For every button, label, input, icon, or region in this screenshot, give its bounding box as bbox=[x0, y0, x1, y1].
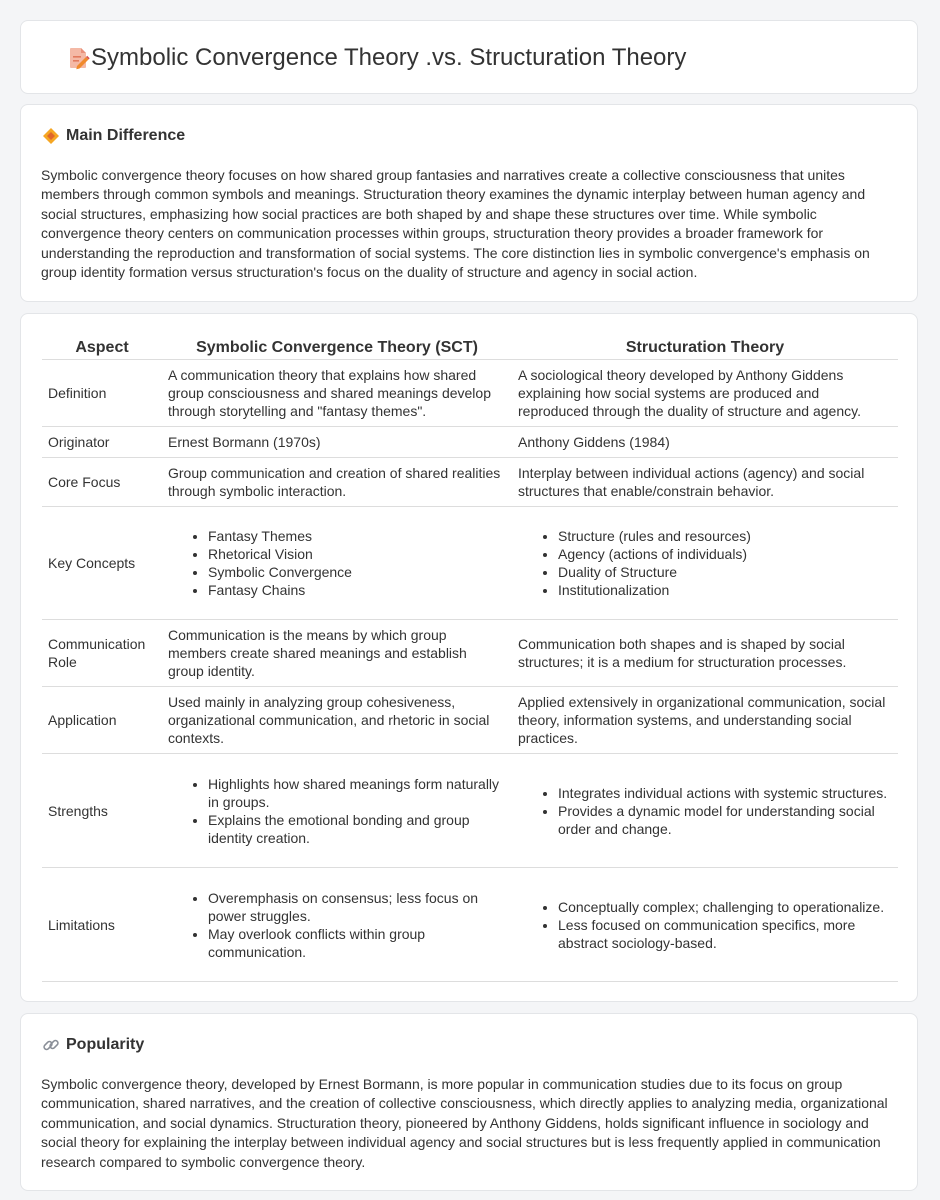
aspect-cell: Core Focus bbox=[42, 458, 162, 507]
header-structuration: Structuration Theory bbox=[512, 334, 898, 360]
aspect-cell: Definition bbox=[42, 360, 162, 427]
table-row bbox=[42, 458, 898, 507]
sct-cell bbox=[162, 507, 512, 620]
aspect-cell: Originator bbox=[42, 427, 162, 458]
list-item: • Overemphasis on consensus; less focus on power struggles. bbox=[208, 889, 506, 925]
sct-cell: Group communication and creation of shared realities through symbolic interaction. bbox=[162, 458, 512, 507]
popularity-header bbox=[42, 1036, 144, 1054]
list-item: • Fantasy Themes bbox=[208, 527, 506, 545]
list-item: • Conceptually complex; challenging to operationalize. bbox=[558, 898, 892, 916]
main-difference-text: Symbolic convergence theory focuses on how shared group fantasies and narratives create a collective consciousness that unites members through common symbols and meanings. Structuration theory examines the dynamic interplay between human agency and social structures, emphasizing how social practices are both shaped by and shape these structures over time. While symbolic convergence theory centers on communication processes within groups, structuration theory provides a broader framework for understanding the reproduction and transformation of social systems. The core distinction lies in symbolic convergence's emphasis on group identity formation versus structuration's focus on the duality of structure and agency in social action. bbox=[41, 167, 870, 281]
aspect-cell: Limitations bbox=[42, 868, 162, 982]
structuration-cell: Anthony Giddens (1984) bbox=[512, 427, 898, 458]
structuration-key-concepts-list bbox=[518, 527, 892, 599]
sct-cell: A communication theory that explains how shared group consciousness and shared meanings develop through storytelling and "fantasy themes". bbox=[162, 360, 512, 427]
structuration-cell: Interplay between individual actions (agency) and social structures that enable/constrain behavior. bbox=[512, 458, 898, 507]
title-card bbox=[20, 20, 918, 94]
table-row bbox=[42, 427, 898, 458]
comparison-table-card bbox=[20, 313, 918, 1002]
list-item: • Agency (actions of individuals) bbox=[558, 545, 892, 563]
table-header-row bbox=[42, 334, 898, 360]
list-item: • Structure (rules and resources) bbox=[558, 527, 892, 545]
sct-key-concepts-list bbox=[168, 527, 506, 599]
document-edit-icon bbox=[67, 45, 91, 71]
list-item: • Less focused on communication specifics, more abstract sociology-based. bbox=[558, 916, 892, 952]
sct-strengths-list bbox=[168, 775, 506, 847]
popularity-heading: Popularity bbox=[66, 1036, 145, 1053]
structuration-limitations-list bbox=[518, 898, 892, 952]
comparison-table bbox=[42, 334, 898, 982]
table-row bbox=[42, 360, 898, 427]
link-icon bbox=[42, 1036, 60, 1054]
list-item: • Rhetorical Vision bbox=[208, 545, 506, 563]
sct-limitations-list bbox=[168, 889, 506, 961]
aspect-cell: Application bbox=[42, 687, 162, 754]
header-sct: Symbolic Convergence Theory (SCT) bbox=[162, 334, 512, 360]
popularity-card bbox=[20, 1013, 918, 1191]
structuration-cell bbox=[512, 754, 898, 868]
list-item: • Explains the emotional bonding and group identity creation. bbox=[208, 811, 506, 847]
aspect-cell: Key Concepts bbox=[42, 507, 162, 620]
table-row bbox=[42, 687, 898, 754]
sct-cell bbox=[162, 868, 512, 982]
structuration-cell bbox=[512, 868, 898, 982]
aspect-cell: Communication Role bbox=[42, 620, 162, 687]
table-row bbox=[42, 620, 898, 687]
structuration-cell: Communication both shapes and is shaped by social structures; it is a medium for structuration processes. bbox=[512, 620, 898, 687]
structuration-cell bbox=[512, 507, 898, 620]
list-item: • Symbolic Convergence bbox=[208, 563, 506, 581]
sct-cell: Ernest Bormann (1970s) bbox=[162, 427, 512, 458]
list-item: • Integrates individual actions with systemic structures. bbox=[558, 784, 892, 802]
main-difference-heading: Main Difference bbox=[66, 127, 186, 144]
structuration-cell: A sociological theory developed by Anthony Giddens explaining how social systems are produced and reproduced through the duality of structure and agency. bbox=[512, 360, 898, 427]
header-aspect: Aspect bbox=[42, 334, 162, 360]
page-title: Symbolic Convergence Theory .vs. Structuration Theory bbox=[91, 44, 687, 71]
main-difference-header bbox=[42, 127, 185, 145]
list-item: • Duality of Structure bbox=[558, 563, 892, 581]
sct-cell bbox=[162, 754, 512, 868]
list-item: • Institutionalization bbox=[558, 581, 892, 599]
structuration-strengths-list bbox=[518, 784, 892, 838]
popularity-text: Symbolic convergence theory, developed by Ernest Bormann, is more popular in communication studies due to its focus on group communication, shared narratives, and the creation of collective consciousness, which directly applies to analyzing media, organizational communication, and social dynamics. Structuration theory, pioneered by Anthony Giddens, holds significant influence in sociology and social theory for explaining the interplay between individual agency and social structures but is less frequently applied in communication research compared to symbolic convergence theory. bbox=[41, 1076, 888, 1170]
table-row bbox=[42, 754, 898, 868]
table-row bbox=[42, 868, 898, 982]
list-item: • Provides a dynamic model for understanding social order and change. bbox=[558, 802, 892, 838]
sct-cell: Used mainly in analyzing group cohesiveness, organizational communication, and rhetoric in social contexts. bbox=[162, 687, 512, 754]
list-item: • Fantasy Chains bbox=[208, 581, 506, 599]
main-difference-card bbox=[20, 104, 918, 302]
structuration-cell: Applied extensively in organizational communication, social theory, information systems, and understanding social practices. bbox=[512, 687, 898, 754]
table-row bbox=[42, 507, 898, 620]
aspect-cell: Strengths bbox=[42, 754, 162, 868]
list-item: • Highlights how shared meanings form naturally in groups. bbox=[208, 775, 506, 811]
diamond-icon bbox=[42, 127, 60, 145]
list-item: • May overlook conflicts within group communication. bbox=[208, 925, 506, 961]
sct-cell: Communication is the means by which group members create shared meanings and establish group identity. bbox=[162, 620, 512, 687]
